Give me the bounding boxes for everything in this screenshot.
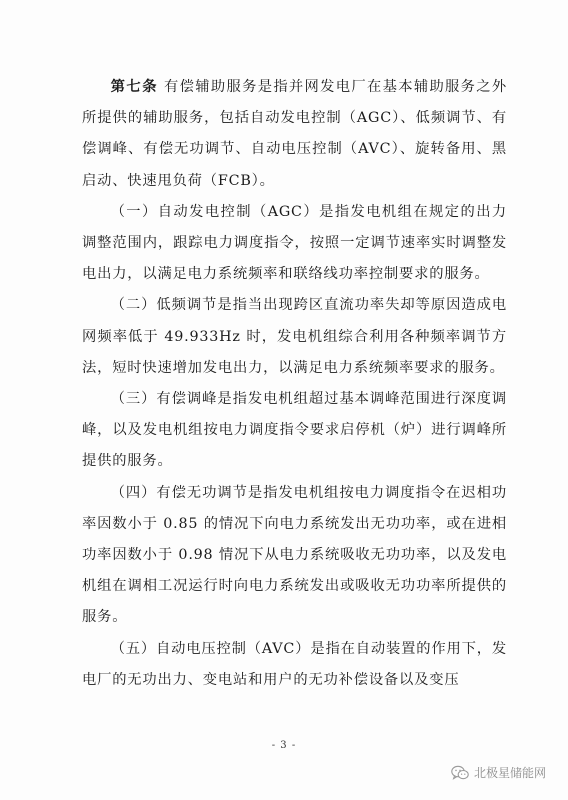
paragraph-text: （二）低频调节是指当出现跨区直流功率失却等原因造成电网频率低于 49.933Hz 时，发电机组综合利用各种频率调节方法，短时快速增加发电出力，以满足电力系统频率要求的服务。 [82, 297, 507, 376]
article-heading: 第七条 [110, 79, 159, 95]
item-1-paragraph [82, 197, 507, 291]
paragraph-text: （一）自动发电控制（AGC）是指发电机组在规定的出力调整范围内，跟踪电力调度指令，按照一定调节速率实时调整发电出力，以满足电力系统频率和联络线功率控制要求的服务。 [82, 203, 507, 283]
paragraph-text: 有偿辅助服务是指并网发电厂在基本辅助服务之外所提供的辅助服务，包括自动发电控制（AGC）、低频调节、有偿调峰、有偿无功调节、自动电压控制（AVC）、旋转备用、黑启动、快速甩负荷（FCB）。 [82, 79, 507, 189]
page-number: - 3 - [271, 740, 297, 751]
watermark [451, 764, 546, 781]
item-3-paragraph [82, 384, 507, 478]
paragraph-text: （三）有偿调峰是指发电机组超过基本调峰范围进行深度调峰，以及发电机组按电力调度指令要求启停机（炉）进行调峰所提供的服务。 [82, 391, 507, 470]
watermark-text: 北极星储能网 [473, 766, 546, 780]
item-5-paragraph [82, 634, 507, 696]
wechat-icon [451, 765, 469, 781]
document-body [82, 72, 507, 696]
paragraph-text: （四）有偿无功调节是指发电机组按电力调度指令在迟相功率因数小于 0.85 的情况下向电力系统发出无功功率，或在进相功率因数小于 0.98 情况下从电力系统吸收无功功率，以及发电机组在调相工况运行时向电力系统发出或吸收无功功率所提供的服务。 [82, 484, 507, 626]
article-7-paragraph [82, 72, 507, 197]
paragraph-text: （五）自动电压控制（AVC）是指在自动装置的作用下，发电厂的无功出力、变电站和用户的无功补偿设备以及变压 [82, 640, 507, 688]
item-2-paragraph [82, 290, 507, 384]
item-4-paragraph [82, 478, 507, 634]
